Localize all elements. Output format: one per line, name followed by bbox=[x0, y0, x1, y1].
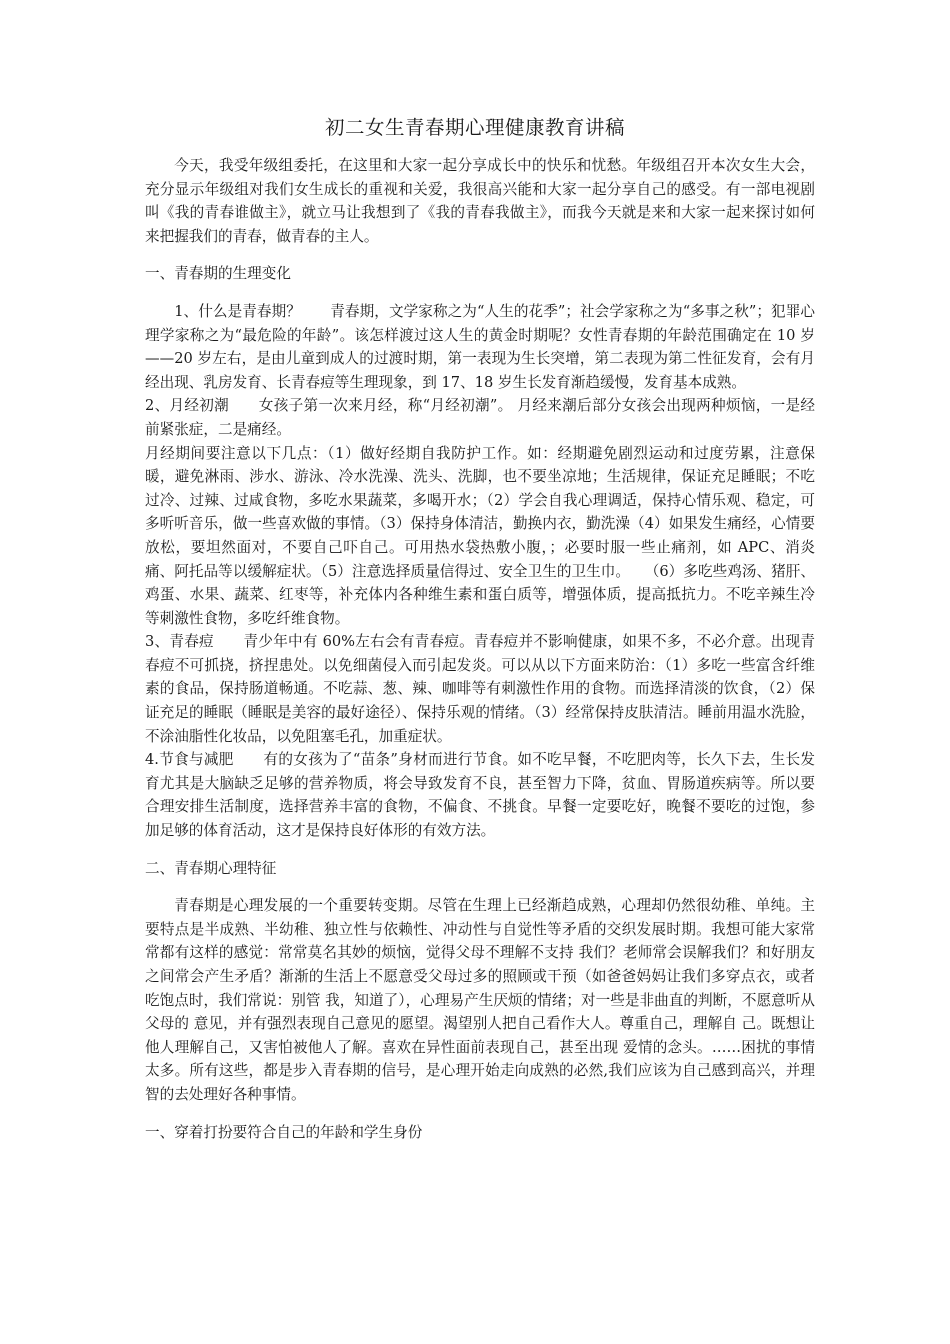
paragraph-acne: 3、青春痘 青少年中有 60%左右会有青春痘。青春痘并不影响健康，如果不多，不必介意。出现青春痘不可抓挠，挤捏患处。以免细菌侵入而引起发炎。可以从以下方面来防治：（1）多吃一些富含纤维素的食品，保持肠道畅通。不吃蒜、葱、辣、咖啡等有刺激性作用的食物。而选择清淡的饮食，（2）保证充足的睡眠（睡眠是美容的最好途径）、保持乐观的情绪。（3）经常保持皮肤清洁。睡前用温水洗脸，不涂油脂性化妆品，以免阻塞毛孔，加重症状。 bbox=[145, 633, 815, 745]
paragraph-what-is-puberty: 1、什么是青春期？ 青春期，文学家称之为“人生的花季”；社会学家称之为“多事之秋”；犯罪心理学家称之为“最危险的年龄”。该怎样渡过这人生的黄金时期呢？女性青春期的年龄范围确定在 10 岁——20 岁左右，是由儿童到成人的过渡时期，第一表现为生长突增，第二表现为第二性征发育，会有月经出现、乳房发育、长青春痘等生理现象，到 17、18 岁生长发育渐趋缓慢，发育基本成熟。 bbox=[145, 302, 815, 391]
paragraph-diet: 4.节食与减肥 有的女孩为了“苗条”身材而进行节食。如不吃早餐，不吃肥肉等，长久下去，生长发育尤其是大脑缺乏足够的营养物质，将会导致发育不良，甚至智力下降，贫血、胃肠道疾病等。所以要合理安排生活制度，选择营养丰富的食物，不偏食、不挑食。早餐一定要吃好，晚餐不要吃的过饱，参加足够的体育活动，这才是保持良好体形的有效方法。 bbox=[145, 751, 815, 840]
paragraph-psychology: 青春期是心理发展的一个重要转变期。尽管在生理上已经渐趋成熟，心理却仍然很幼稚、单纯。主要特点是半成熟、半幼稚、独立性与依赖性、冲动性与自觉性等矛盾的交织发展时期。我想可能大家常常都有这样的感觉：常常莫名其妙的烦恼，觉得父母不理解不支持 我们？老师常会误解我们？和好朋友之间常会产生矛盾？渐渐的生活上不愿意受父母过多的照顾或干预（如爸爸妈妈让我们多穿点衣，或者吃饱点时，我们常说：别管 我，知道了），心理易产生厌烦的情绪；对一些是非曲直的判断，不愿意听从父母的 意见，并有强烈表现自己意见的愿望。渴望别人把自己看作大人。尊重自己，理解自 己。既想让他人理解自己，又害怕被他人了解。喜欢在异性面前表现自己，甚至出现 爱情的念头。……困扰的事情太多。所有这些，都是步入青春期的信号，是心理开始走向成熟的必然,我们应该为自己感到高兴，并理智的去处理好各种事情。 bbox=[145, 897, 815, 1103]
section-heading-psychology: 二、青春期心理特征 bbox=[145, 859, 277, 877]
document-title: 初二女生青春期心理健康教育讲稿 bbox=[324, 116, 625, 139]
paragraph-menarche: 2、月经初潮 女孩子第一次来月经，称“月经初潮”。 月经来潮后部分女孩会出现两种烦恼，一是经前紧张症，二是痛经。 bbox=[145, 397, 815, 438]
document-body bbox=[145, 154, 815, 1144]
paragraph-menstrual-care: 月经期间要注意以下几点：（1）做好经期自我防护工作。如：经期避免剧烈运动和过度劳累，注意保暖，避免淋雨、涉水、游泳、冷水洗澡、洗头、洗脚，也不要坐凉地；生活规律，保证充足睡眠；不吃过冷、过辣、过咸食物，多吃水果蔬菜，多喝开水；（2）学会自我心理调适，保持心情乐观、稳定，可多听听音乐，做一些喜欢做的事情。（3）保持身体清洁，勤换内衣，勤洗澡（4）如果发生痛经，心情要放松，要坦然面对，不要自己吓自己。可用热水袋热敷小腹，；必要时服一些止痛剂，如 APC、消炎痛、阿托品等以缓解症状。（5）注意选择质量信得过、安全卫生的卫生巾。 （6）多吃些鸡汤、猪肝、鸡蛋、水果、蔬菜、红枣等，补充体内各种维生素和蛋白质等，增强体质，提高抵抗力。不吃辛辣生冷等刺激性食物，多吃纤维食物。 bbox=[145, 444, 815, 627]
intro-paragraph: 今天，我受年级组委托，在这里和大家一起分享成长中的快乐和忧愁。年级组召开本次女生大会，充分显示年级组对我们女生成长的重视和关爱，我很高兴能和大家一起分享自己的感受。有一部电视剧叫《我的青春谁做主》，就立马让我想到了《我的青春我做主》，而我今天就是来和大家一起来探讨如何来把握我们的青春，做青春的主人。 bbox=[145, 157, 815, 245]
section-heading-dress: 一、穿着打扮要符合自己的年龄和学生身份 bbox=[145, 1123, 423, 1141]
section-heading-physiology: 一、青春期的生理变化 bbox=[145, 265, 291, 283]
